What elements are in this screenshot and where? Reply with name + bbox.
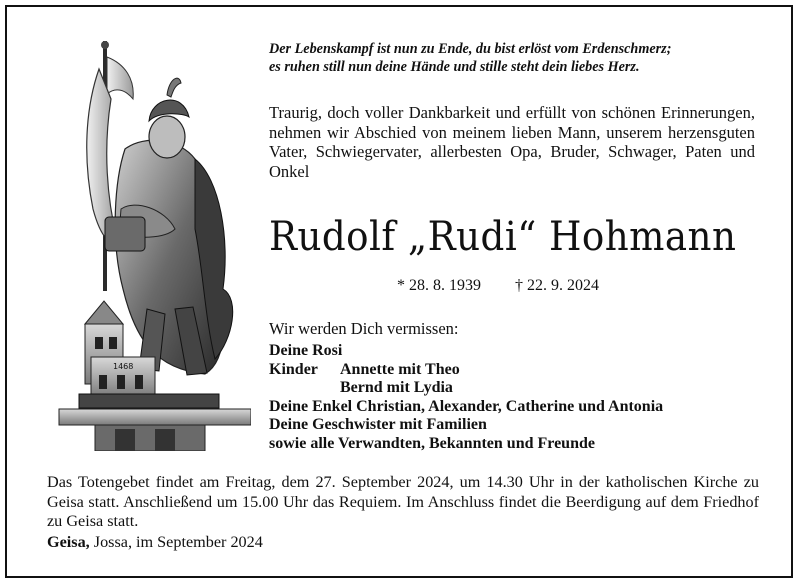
place-city: Geisa,: [47, 533, 90, 551]
deceased-name: Rudolf „Rudi“ Hohmann: [269, 214, 737, 260]
obituary-notice: [5, 5, 793, 578]
life-dates: [397, 277, 599, 295]
miss-text: Wir werden Dich vermissen:: [269, 319, 459, 338]
birth-date: * 28. 8. 1939: [397, 277, 481, 294]
intro-text: Traurig, doch voller Dankbarkeit und erfüllt von schönen Erinnerungen, nehmen wir Abschied von meinem lieben Mann, unserem herzensguten Vater, Schwiegervater, allerbesten Opa, Bruder, Schwager, Paten und Onkel: [269, 103, 755, 181]
poem-line-2: es ruhen still nun deine Hände und stille steht dein liebes Herz.: [269, 59, 640, 75]
mourner-others: sowie alle Verwandten, Bekannten und Freunde: [269, 434, 595, 452]
memorial-poem: [269, 40, 749, 76]
mourner-grandchildren: Deine Enkel Christian, Alexander, Catherine und Antonia: [269, 397, 664, 415]
death-date: † 22. 9. 2024: [515, 277, 599, 294]
place-rest: Jossa, im September 2024: [89, 533, 263, 551]
mourner-children: [269, 361, 769, 380]
mourner-spouse: Deine Rosi: [269, 342, 343, 359]
poem-line-1: Der Lebenskampf ist nun zu Ende, du bist erlöst vom Erdenschmerz;: [269, 41, 672, 57]
inscription-text: 1468: [113, 362, 134, 371]
mourners-list: [269, 342, 769, 454]
place-and-date: [47, 533, 263, 552]
child-2: Bernd mit Lydia: [340, 379, 453, 397]
children-label: Kinder: [269, 360, 318, 378]
statue-image: [55, 39, 251, 451]
st-florian-statue-icon: [55, 39, 251, 451]
child-1: Annette mit Theo: [340, 360, 460, 378]
funeral-details: Das Totengebet findet am Freitag, dem 27. September 2024, um 14.30 Uhr in der katholischen Kirche zu Geisa statt. Anschließend um 15.00 Uhr das Requiem. Im Anschluss findet die Beerdigung auf dem Friedhof zu Geisa statt.: [47, 473, 759, 530]
mourner-siblings: Deine Geschwister mit Familien: [269, 416, 487, 434]
